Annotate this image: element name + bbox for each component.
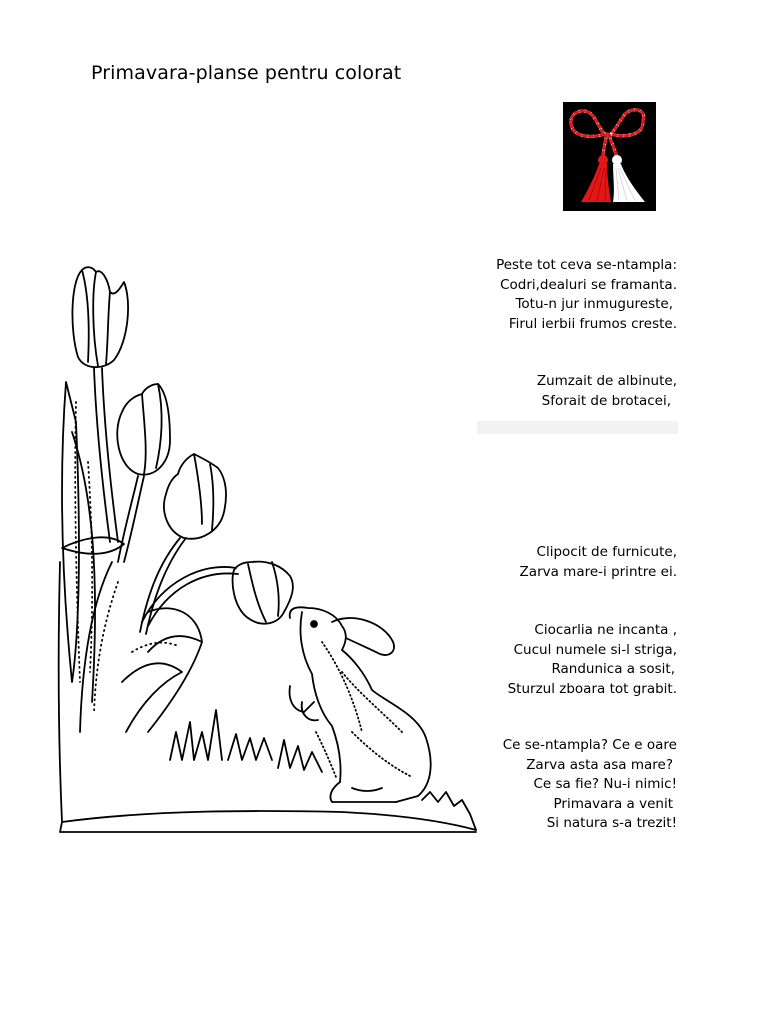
- poem-line: Cucul numele si-l striga,: [513, 641, 677, 658]
- poem-line: Primavara a venit: [553, 795, 673, 812]
- poem-line: Totu-n jur inmugureste,: [515, 296, 673, 312]
- coloring-illustration: [52, 262, 480, 836]
- poem-stanza-5: [503, 736, 677, 834]
- poem-line: Ce se-ntampla? Ce e oare: [502, 737, 677, 753]
- page-title: Primavara-planse pentru colorat: [91, 62, 402, 84]
- poem-line: Si natura s-a trezit!: [546, 815, 677, 831]
- martisor-icon: [563, 102, 656, 211]
- poem-line: Randunica a sosit,: [551, 661, 675, 677]
- poem-line: Zarva asta asa mare?: [526, 756, 673, 773]
- poem-stanza-3: [520, 543, 677, 582]
- poem-stanza-4: [508, 621, 677, 699]
- poem-line: Clipocit de furnicute,: [536, 544, 677, 560]
- poem-line: Peste tot ceva se-ntampla:: [496, 257, 677, 273]
- poem-line: Codri,dealuri se framanta.: [500, 276, 677, 293]
- poem-line: Sturzul zboara tot grabit.: [507, 680, 677, 697]
- tulips-rabbit-illustration: [52, 262, 480, 836]
- poem-line: Sforait de brotacei,: [541, 392, 671, 409]
- poem-stanza-2: [537, 372, 677, 411]
- divider-bar: [477, 421, 678, 434]
- martisor-image: [563, 102, 656, 211]
- poem-line: Firul ierbii frumos creste.: [508, 315, 677, 332]
- poem-line: Ciocarlia ne incanta ,: [534, 622, 677, 638]
- poem-line: Ce sa fie? Nu-i nimic!: [533, 776, 677, 792]
- poem-stanza-1: [496, 256, 677, 334]
- poem-line: Zumzait de albinute,: [536, 373, 677, 389]
- poem-line: Zarva mare-i printre ei.: [519, 563, 677, 580]
